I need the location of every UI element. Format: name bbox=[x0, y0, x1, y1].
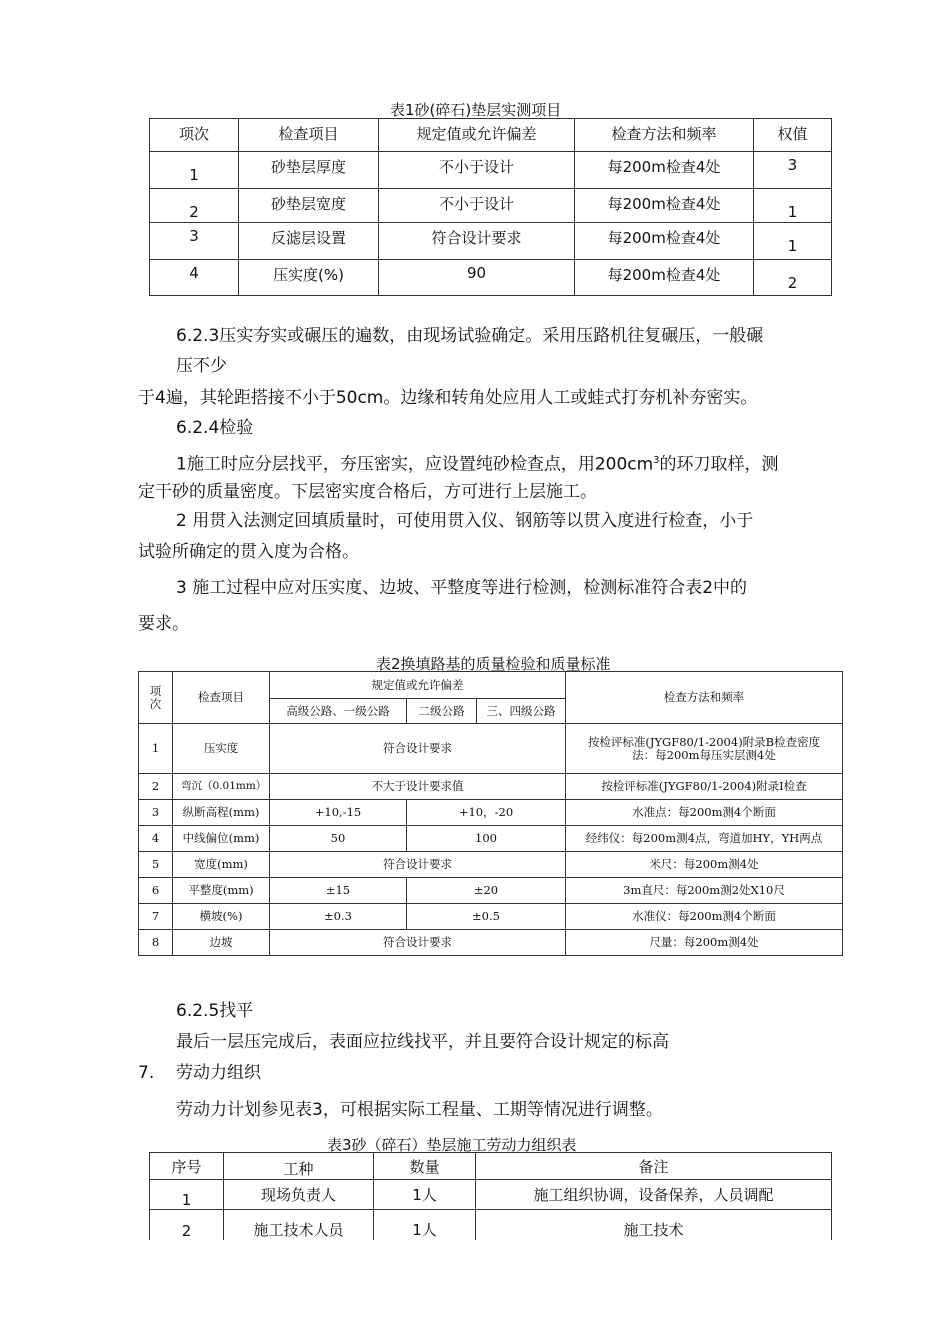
table-cell: 按检评标准(JYGF80/1-2004)附录I检查 bbox=[566, 774, 843, 800]
table-cell: 弯沉（0.01mm） bbox=[173, 774, 270, 800]
paragraph-7: 劳动力计划参见表3，可根据实际工程量、工期等情况进行调整。 bbox=[176, 1100, 663, 1120]
table-cell: 压实度(%) bbox=[239, 260, 379, 296]
table-cell: 施工技术人员 bbox=[224, 1210, 374, 1240]
header-cell: 检查方法和频率 bbox=[575, 119, 754, 152]
paragraph-item1-line1 bbox=[176, 450, 779, 476]
table-row bbox=[139, 930, 843, 956]
table-cell: 现场负责人 bbox=[224, 1180, 374, 1210]
table-cell: +10,-15 bbox=[270, 800, 407, 826]
table1-caption: 表1砂(碎石)垫层实测项目 bbox=[390, 101, 562, 119]
table-cell: 每200m检查4处 bbox=[575, 260, 754, 296]
header-cell: 检查项目 bbox=[239, 119, 379, 152]
table-cell: 3 bbox=[754, 152, 832, 189]
superscript-3: 3 bbox=[653, 455, 660, 466]
table-cell: 符合设计要求 bbox=[379, 223, 575, 260]
table-cell: 4 bbox=[150, 260, 239, 296]
table-row bbox=[139, 774, 843, 800]
table-cell: 2 bbox=[139, 774, 173, 800]
table-cell: 3m直尺：每200m测2处X10尺 bbox=[566, 878, 843, 904]
table-row bbox=[150, 1180, 832, 1210]
table-cell: 1 bbox=[150, 1180, 224, 1210]
header-cell-item-no: 项 次 bbox=[139, 672, 173, 724]
table-cell: 1 bbox=[150, 152, 239, 189]
table-cell: 平整度(mm) bbox=[173, 878, 270, 904]
header-cell-check-item: 检查项目 bbox=[173, 672, 270, 724]
table-cell: 砂垫层厚度 bbox=[239, 152, 379, 189]
table-row bbox=[139, 878, 843, 904]
table-cell: 中线偏位(mm) bbox=[173, 826, 270, 852]
table1 bbox=[149, 118, 832, 296]
paragraph-item2-line1: 2 用贯入法测定回填质量时，可使用贯入仪、钢筋等以贯入度进行检查，小于 bbox=[176, 511, 754, 531]
table-cell: 不小于设计 bbox=[379, 152, 575, 189]
table2-caption: 表2换填路基的质量检验和质量标准 bbox=[376, 655, 611, 673]
table-cell: 施工技术 bbox=[476, 1210, 832, 1240]
table-cell: ±15 bbox=[270, 878, 407, 904]
table-cell: 1 bbox=[754, 189, 832, 223]
table-row bbox=[150, 260, 832, 296]
table-header-row bbox=[139, 672, 843, 699]
table3 bbox=[149, 1152, 832, 1240]
paragraph-item2-line2: 试验所确定的贯入度为合格。 bbox=[138, 542, 359, 562]
paragraph-item3-line2: 要求。 bbox=[138, 614, 189, 634]
table-cell: 不大于设计要求值 bbox=[270, 774, 566, 800]
table-cell: 6 bbox=[139, 878, 173, 904]
table-cell: 砂垫层宽度 bbox=[239, 189, 379, 223]
table-cell: 纵断高程(mm) bbox=[173, 800, 270, 826]
table-row bbox=[150, 152, 832, 189]
table-row bbox=[139, 826, 843, 852]
table-cell: 宽度(mm) bbox=[173, 852, 270, 878]
table-cell: 7 bbox=[139, 904, 173, 930]
table-row bbox=[139, 852, 843, 878]
table-row bbox=[139, 904, 843, 930]
header-cell: 序号 bbox=[150, 1153, 224, 1180]
table-cell: 1 bbox=[139, 724, 173, 774]
table-cell: 2 bbox=[150, 1210, 224, 1240]
paragraph-item1-line2: 定干砂的质量密度。下层密实度合格后，方可进行上层施工。 bbox=[138, 482, 597, 502]
table-cell: 符合设计要求 bbox=[270, 724, 566, 774]
table-cell: 不小于设计 bbox=[379, 189, 575, 223]
table-cell: 符合设计要求 bbox=[270, 930, 566, 956]
table-cell: 压实度 bbox=[173, 724, 270, 774]
section-number-7: 7. bbox=[138, 1063, 155, 1083]
table-cell: 50 bbox=[270, 826, 407, 852]
table-cell: 5 bbox=[139, 852, 173, 878]
header-cell-spec: 规定值或允许偏差 bbox=[270, 672, 566, 699]
table-cell: 4 bbox=[139, 826, 173, 852]
table-cell: 符合设计要求 bbox=[270, 852, 566, 878]
table3-caption: 表3砂（碎石）垫层施工劳动力组织表 bbox=[327, 1136, 577, 1154]
header-cell-sub: 高级公路、一级公路 bbox=[270, 699, 407, 724]
table-cell: 1人 bbox=[374, 1180, 476, 1210]
table-cell: 90 bbox=[379, 260, 575, 296]
header-cell: 规定值或允许偏差 bbox=[379, 119, 575, 152]
paragraph-623-line2: 压不少 bbox=[176, 356, 227, 376]
table-cell: 反滤层设置 bbox=[239, 223, 379, 260]
table-cell: 每200m检查4处 bbox=[575, 189, 754, 223]
table-cell: 米尺：每200m测4处 bbox=[566, 852, 843, 878]
table-cell: ±20 bbox=[407, 878, 566, 904]
table-cell: 8 bbox=[139, 930, 173, 956]
paragraph-item3-line1: 3 施工过程中应对压实度、边坡、平整度等进行检测，检测标准符合表2中的 bbox=[176, 578, 748, 598]
paragraph-623-line1: 6.2.3压实夯实或碾压的遍数，由现场试验确定。采用压路机往复碾压，一般碾 bbox=[176, 326, 764, 346]
header-cell-sub: 三、四级公路 bbox=[477, 699, 566, 724]
table-cell: +10，-20 bbox=[407, 800, 566, 826]
table-cell: 1人 bbox=[374, 1210, 476, 1240]
header-cell: 权值 bbox=[754, 119, 832, 152]
paragraph-text: 的环刀取样，测 bbox=[659, 454, 779, 475]
paragraph-625: 最后一层压完成后，表面应拉线找平，并且要符合设计规定的标高 bbox=[176, 1032, 669, 1052]
header-cell: 工种 bbox=[224, 1153, 374, 1180]
table-cell: 边坡 bbox=[173, 930, 270, 956]
table-cell: 1 bbox=[754, 223, 832, 260]
table-cell: 水准点：每200m测4个断面 bbox=[566, 800, 843, 826]
table2 bbox=[138, 671, 843, 956]
table-cell: 2 bbox=[150, 189, 239, 223]
table-cell: ±0.3 bbox=[270, 904, 407, 930]
header-cell: 项次 bbox=[150, 119, 239, 152]
section-heading-624: 6.2.4检验 bbox=[176, 418, 254, 438]
table-row bbox=[150, 1210, 832, 1240]
table-cell: 尺量：每200m测4处 bbox=[566, 930, 843, 956]
table-header-row bbox=[150, 1153, 832, 1180]
table-cell: 按检评标准(JYGF80/1-2004)附录B检查密度法：每200m每压实层测4处 bbox=[566, 724, 843, 774]
table-row bbox=[150, 189, 832, 223]
table-cell: 3 bbox=[150, 223, 239, 260]
table-header-row bbox=[150, 119, 832, 152]
table-cell: 横坡(%) bbox=[173, 904, 270, 930]
table-cell: 经纬仪：每200m测4点，弯道加HY，YH两点 bbox=[566, 826, 843, 852]
table-cell: 每200m检查4处 bbox=[575, 152, 754, 189]
header-cell: 备注 bbox=[476, 1153, 832, 1180]
paragraph-623-line3: 于4遍，其轮距搭接不小于50cm。边缘和转角处应用人工或蛙式打夯机补夯密实。 bbox=[138, 388, 758, 408]
header-cell-sub: 二级公路 bbox=[407, 699, 477, 724]
paragraph-text: 1施工时应分层找平，夯压密实，应设置纯砂检查点，用200cm bbox=[176, 454, 654, 475]
table-row bbox=[139, 800, 843, 826]
section-heading-625: 6.2.5找平 bbox=[176, 1001, 254, 1021]
header-cell-method: 检查方法和频率 bbox=[566, 672, 843, 724]
table-cell: ±0.5 bbox=[407, 904, 566, 930]
header-cell: 数量 bbox=[374, 1153, 476, 1180]
section-heading-7: 劳动力组织 bbox=[176, 1063, 261, 1083]
table-cell: 施工组织协调，设备保养，人员调配 bbox=[476, 1180, 832, 1210]
table-cell: 2 bbox=[754, 260, 832, 296]
table-row bbox=[139, 724, 843, 774]
table-cell: 每200m检查4处 bbox=[575, 223, 754, 260]
table-row bbox=[150, 223, 832, 260]
table-cell: 3 bbox=[139, 800, 173, 826]
table-cell: 100 bbox=[407, 826, 566, 852]
table-cell: 水准仪：每200m测4个断面 bbox=[566, 904, 843, 930]
